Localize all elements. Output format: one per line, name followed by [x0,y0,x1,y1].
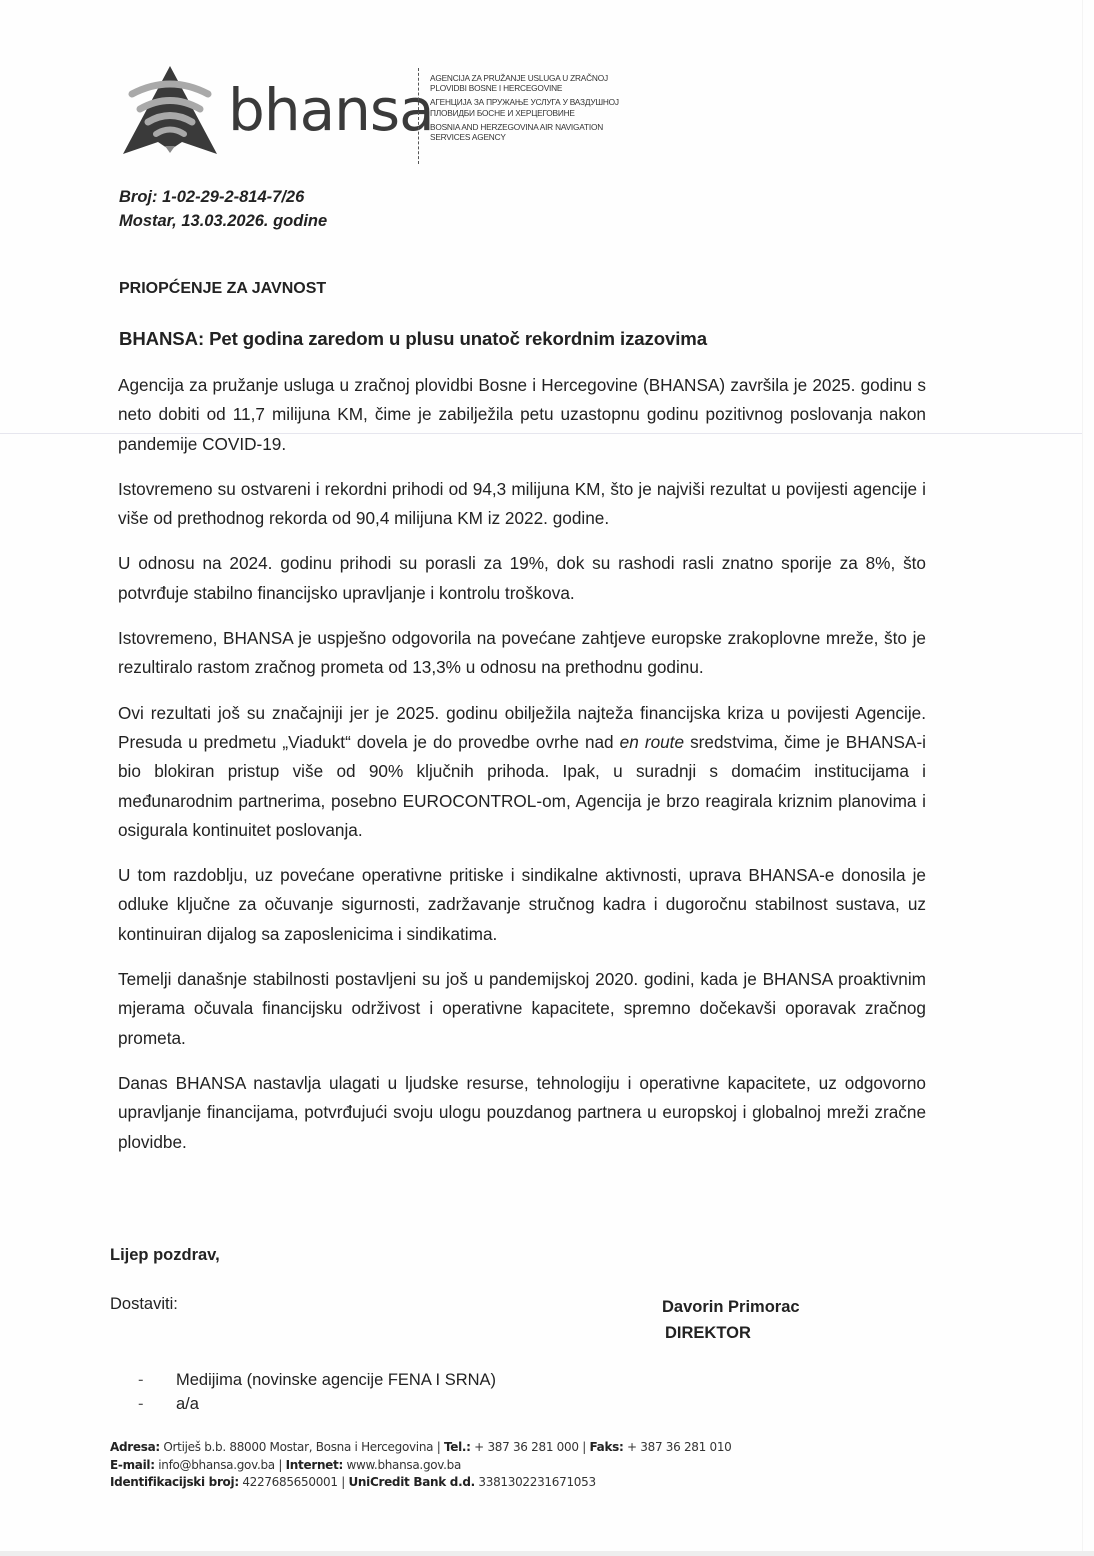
agency-name-bosnian: AGENCIJA ZA PRUŽANJE USLUGA U ZRAČNOJ PLOVIDBI BOSNE I HERCEGOVINE [430,73,608,94]
list-dash: - [138,1395,144,1413]
paragraph: U tom razdoblju, uz povećane operativne pritiske i sindikalne aktivnosti, uprava BHANSA-e donosila je odluke ključne za očuvanje sigurnosti, zadržavanje stručnog kadra i dugoročnu stabilnost sustava, uz kontinuiran dijalog sa zaposlenicima i sindikatima. [118,865,926,944]
document-type-label: PRIOPĆENJE ZA JAVNOST [119,280,327,297]
signatory-title: DIREKTOR [665,1324,751,1342]
paragraph: U odnosu na 2024. godinu prihodi su porasli za 19%, dok su rashodi rasli znatno sporije za 8%, što potvrđuje stabilno financijsko upravljanje i kontrolu troškova. [118,553,926,603]
press-release-headline: BHANSA: Pet godina zaredom u plusu unatoč rekordnim izazovima [119,328,707,349]
agency-name-english: BOSNIA AND HERZEGOVINA AIR NAVIGATION SERVICES AGENCY [430,121,604,143]
paragraph: Istovremeno su ostvareni i rekordni prihodi od 94,3 milijuna KM, što je najviši rezultat u povijesti agencije i više od prethodnog rekorda od 90,4 milijuna KM iz 2022. godine. [118,478,926,529]
email-link: info@bhansa.gov.ba | [154,1457,286,1472]
reference-number: Broj: 1-02-29-2-814-7/26 [119,188,305,206]
recipient-item: - a/a [138,1392,496,1416]
paragraph: Istovremeno, BHANSA je uspješno odgovorila na povećane zahtjeve europske zrakoplovne mreže, što je rezultiralo rastom zračnog prometa od 13,3% u odnosu na prethodnu godinu. [118,628,926,678]
deliver-to-label: Dostaviti: [110,1295,178,1313]
logo-small-triangle [165,146,175,153]
paragraph: Temelji današnje stabilnosti postavljeni su još u pandemijskoj 2020. godini, kada je BHANSA proaktivnim mjerama očuvala financijsku održivost i operativne kapacitete, spremno dočekavši oporavak zračnog prometa. [118,969,926,1048]
recipient-item: - Medijima (novinske agencije FENA I SRNA) [138,1368,496,1392]
signatory-name: Davorin Primorac [662,1298,800,1316]
document-meta [119,185,327,233]
paragraph: Agencija za pružanje usluga u zračnoj plovidbi Bosne i Hercegovine (BHANSA) završila je 2025. godinu s neto dobiti od 11,7 milijuna KM, čime je zabilježila petu uzastopnu godinu pozitivnog poslovanja nakon pandemije COVID-19. [118,375,926,454]
paragraph: Ovi rezultati još su značajniji jer je 2025. godinu obilježila najteža financijska kriza u povijesti Agencije. Presuda u predmetu „Viadukt“ dovela je do provedbe ovrhe nad en route sredstvima, čime je BHANSA-i bio blokiran pristup više od 90% ključnih prihoda. Ipak, u suradnji s domaćim institucijama i međunarodnim partnerima, posebno EUROCONTROL-om, Agencija je brzo reagirala kriznim planovima i osigurala kontinuitet poslovanja. [118,702,927,840]
closing-greeting: Lijep pozdrav, [110,1246,220,1264]
letterhead-footer [110,1439,732,1492]
place-date: Mostar, 13.03.2026. godine [119,212,328,230]
paragraph: Danas BHANSA nastavlja ulagati u ljudske resurse, tehnologiju i operativne kapacitete, uz odgovorno upravljanje financijama, potvrđujući svoju ulogu pouzdanog partnera u europskoj i globalnoj mreži zračne plovidbe. [118,1072,926,1152]
footer-bank-line: Identifikacijski broj: 4227685650001 | UniCredit Bank d.d. 3381302231671053 [110,1475,596,1489]
bhansa-logo-icon [120,64,224,156]
page-bottom-edge [0,1551,1094,1556]
letterhead-divider [418,68,420,164]
recipient-list [138,1368,496,1416]
logo-wordmark: bhansa [228,76,434,144]
agency-name-serbian: АГЕНЦИЈА ЗА ПРУЖАЊЕ УСЛУГА У ВАЗДУШНОЈ ПЛОВИДБИ БОСНЕ И ХЕРЦЕГОВИНЕ [430,97,619,118]
footer-address-line: Adresa: Ortiješ b.b. 88000 Mostar, Bosna i Hercegovina | Tel.: + 387 36 281 000 | Faks: + 387 36 281 010 [110,1440,732,1454]
page-edge [1082,0,1083,1551]
list-dash: - [138,1371,144,1389]
press-release-body [118,371,926,1173]
footer-contact-line: E-mail: info@bhansa.gov.ba | Internet: www.bhansa.gov.ba [110,1457,462,1472]
agency-names [430,73,619,146]
website-link: www.bhansa.gov.ba [342,1457,462,1472]
italic-term: en route [619,731,685,752]
